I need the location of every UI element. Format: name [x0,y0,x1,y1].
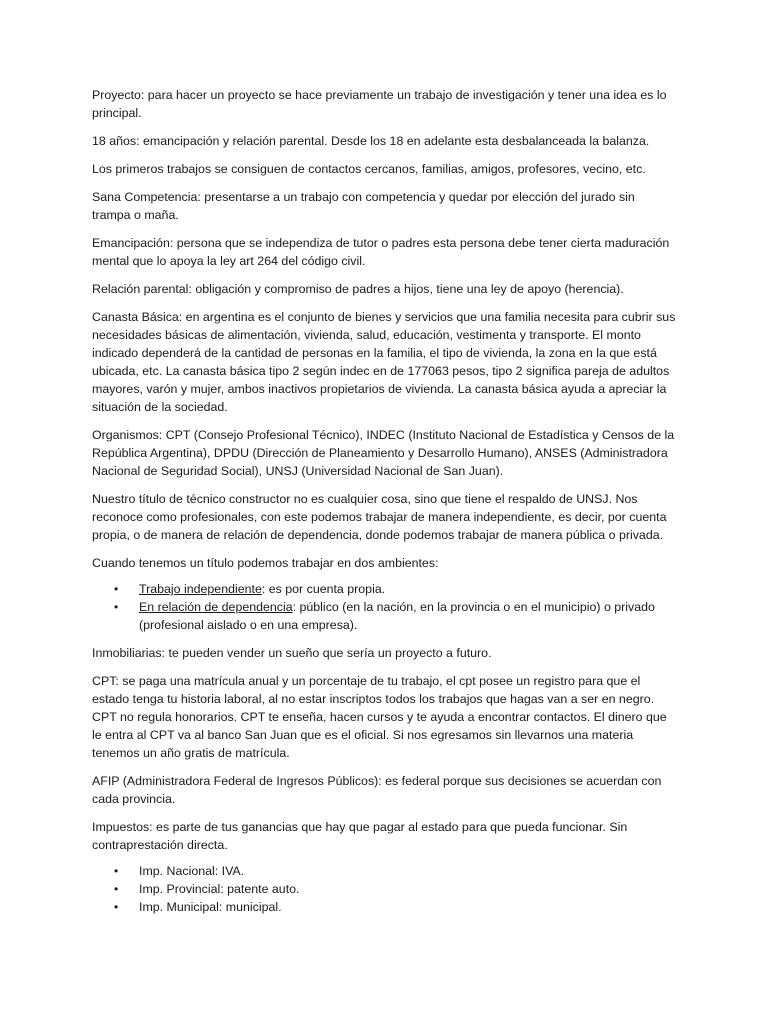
term-label: Organismos: [92,428,163,442]
paragraph-text: CPT (Consejo Profesional Técnico), INDEC (Instituto Nacional de Estadística y Censos de la República Argentina), DPDU (Dirección de Planeamiento y Desarrollo Humano), ANSES (Administradora Nacional de Seguridad Social), UNSJ (Universidad Nacional de San Juan). [92,428,675,478]
list-item-term: Trabajo independiente [139,582,262,596]
paragraph-text: Los primeros trabajos se consiguen de contactos cercanos, familias, amigos, profesores, vecino, etc. [92,162,646,176]
list-item-text: Imp. Municipal: municipal. [139,900,282,914]
term-label: 18 años: [92,134,140,148]
paragraph-dos-ambientes [92,554,676,572]
bullet-icon: • [114,882,119,896]
paragraph-text: Cuando tenemos un título podemos trabajar en dos ambientes: [92,556,439,570]
paragraph-inmobiliarias [92,644,676,662]
paragraph-relacion-parental [92,280,676,298]
term-label: Proyecto: [92,88,145,102]
term-label: Inmobiliarias: [92,646,165,660]
paragraph-text: persona que se independiza de tutor o padres esta persona debe tener cierta maduración mental que lo apoya la ley art 264 del código civil. [92,236,670,268]
list-item [92,598,676,634]
list-item [92,580,676,598]
paragraph-text: obligación y compromiso de padres a hijos, tiene una ley de apoyo (herencia). [191,282,624,296]
paragraph-text: se paga una matrícula anual y un porcentaje de tu trabajo, el cpt posee un registro para que el estado tenga tu historia laboral, al no estar inscriptos todos los trabajos que hagas van a ser en negro. CPT no regula honorarios. CPT te enseña, hacen cursos y te ayuda a encontrar contactos. El dinero que le entra al CPT va al banco San Juan que es el oficial. Si nos egresamos sin llevarnos una materia tenemos un año gratis de matrícula. [92,674,667,760]
list-item [92,880,676,898]
paragraph-text: para hacer un proyecto se hace previamente un trabajo de investigación y tener una idea es lo principal. [92,88,667,120]
paragraph-text: emancipación y relación parental. Desde los 18 en adelante esta desbalanceada la balanza. [139,134,650,148]
list-item-text: : es por cuenta propia. [261,582,386,596]
term-label: Canasta Básica: [92,310,183,324]
term-label: Emancipación: [92,236,174,250]
paragraph-sana-competencia [92,188,676,224]
term-label: CPT: [92,674,119,688]
paragraph-impuestos [92,818,676,854]
impuestos-list [92,862,676,916]
paragraph-organismos [92,426,676,480]
list-item [92,898,676,916]
bullet-icon: • [114,600,119,614]
paragraph-emancipacion [92,234,676,270]
paragraph-text: te pueden vender un sueño que sería un proyecto a futuro. [165,646,492,660]
document-page [92,86,676,926]
term-label: Nuestro título de técnico constructor [92,492,291,506]
term-label: Relación parental: [92,282,192,296]
paragraph-text: es parte de tus ganancias que hay que pagar al estado para que pueda funcionar. Sin contraprestación directa. [92,820,628,852]
paragraph-text: presentarse a un trabajo con competencia y quedar por elección del jurado sin trampa o maña. [92,190,635,222]
list-item-text: : público (en la nación, en la provincia o en el municipio) o privado (profesional aislado o en una empresa). [139,600,655,632]
paragraph-text: no es cualquier cosa, sino que tiene el respaldo de UNSJ. Nos reconoce como profesionales, con este podemos trabajar de manera independiente, es decir, por cuenta propia, o de manera de relación de dependencia, donde podemos trabajar de manera pública o privada. [92,492,667,542]
paragraph-titulo-tecnico [92,490,676,544]
paragraph-primeros-trabajos [92,160,676,178]
list-item-term: En relación de dependencia [139,600,293,614]
list-item-text: Imp. Provincial: patente auto. [139,882,300,896]
paragraph-afip [92,772,676,808]
term-label: Sana Competencia: [92,190,201,204]
paragraph-text: en argentina es el conjunto de bienes y servicios que una familia necesita para cubrir sus necesidades básicas de alimentación, vivienda, salud, educación, vestimenta y transporte. El monto indicado dependerá de la cantidad de personas en la familia, el tipo de vivienda, la zona en la que está ubicada, etc. La canasta básica tipo 2 según indec en de 177063 pesos, tipo 2 significa pareja de adultos mayores, varón y mujer, ambos inactivos propietarios de vivienda. La canasta básica ayuda a apreciar la situación de la sociedad. [92,310,676,414]
term-label: Impuestos: [92,820,153,834]
paragraph-cpt [92,672,676,762]
list-item [92,862,676,880]
ambientes-list [92,580,676,634]
bullet-icon: • [114,582,119,596]
paragraph-18-anos [92,132,676,150]
paragraph-canasta-basica [92,308,676,416]
bullet-icon: • [114,864,119,878]
bullet-icon: • [114,900,119,914]
paragraph-text: (Administradora Federal de Ingresos Públicos): es federal porque sus decisiones se acuerdan con cada provincia. [92,774,662,806]
paragraph-proyecto [92,86,676,122]
term-label: AFIP [92,774,120,788]
list-item-text: Imp. Nacional: IVA. [139,864,245,878]
